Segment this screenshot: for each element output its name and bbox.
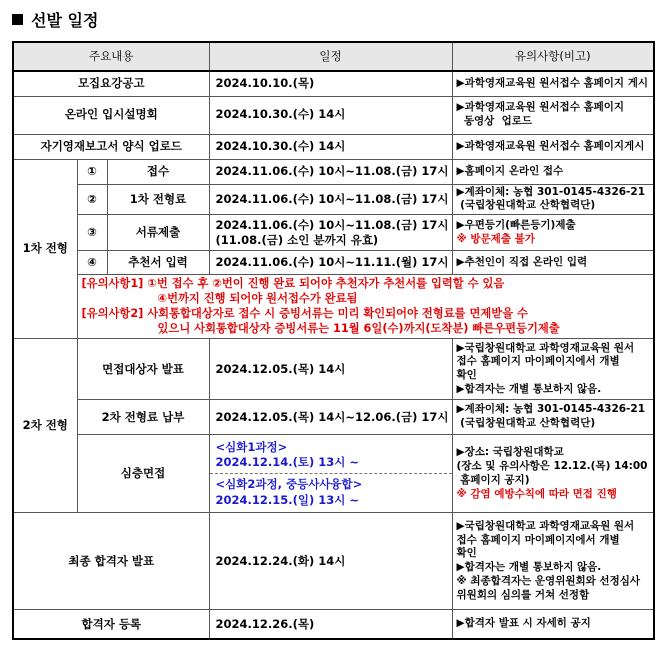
row-item: 합격자 등록: [13, 610, 209, 639]
row-date: 2024.12.26.(목): [209, 610, 452, 639]
table-row: [13, 435, 654, 513]
interview-slot-1: <심화1과정> 2024.12.14.(토) 13시 ~: [210, 438, 452, 475]
step-number: ②: [77, 184, 107, 215]
row-date: [209, 435, 452, 513]
row-item: 2차 전형료 납부: [77, 400, 209, 435]
page-title-text: 선발 일정: [31, 10, 99, 30]
row-note: ▶우편등기(빠른등기)제출 ※ 방문제출 불가: [452, 215, 654, 251]
notice-text: [유의사항1] ①번 접수 후 ②번이 진행 완료 되어야 추천자가 추천서를 입력할 수 있음 ④번까지 진행 되어야 원서접수가 완료됨 [유의사항2] 사회통합대상자로 접수 시 증빙서류는 미리 확인되어야 전형료를 면제받을 수 있으니 사회통합대상자 증빙서류는 11월 6일(수)까지(도착분) 빠른우편등기제출: [77, 275, 654, 339]
notice-row: [13, 275, 654, 339]
row-date: 2024.11.06.(수) 10시~11.08.(금) 17시: [209, 184, 452, 215]
row-date: 2024.12.05.(목) 14시~12.06.(금) 17시: [209, 400, 452, 435]
warning-text: ※ 감염 예방수칙에 따라 면접 진행: [456, 487, 617, 500]
page-title: [12, 7, 98, 31]
row-date: 2024.10.30.(수) 14시: [209, 96, 452, 134]
row-date: 2024.10.30.(수) 14시: [209, 134, 452, 159]
step-number: ④: [77, 251, 107, 275]
table-row: [13, 215, 654, 251]
header-item: 주요내용: [13, 42, 209, 71]
table-row: [13, 159, 654, 184]
row-item: 서류제출: [107, 215, 209, 251]
table-row: [13, 400, 654, 435]
table-row: [13, 96, 654, 134]
row-item: 모집요강공고: [13, 71, 209, 96]
stage1-label: 1차 전형: [13, 159, 77, 339]
row-note: ▶과학영재교육원 원서접수 홈페이지게시: [452, 134, 654, 159]
interview-slot-2: <심화2과정, 중등사사융합> 2024.12.15.(일) 13시 ~: [215, 477, 363, 507]
header-date: 일정: [209, 42, 452, 71]
row-item: 추천서 입력: [107, 251, 209, 275]
row-item: 접수: [107, 159, 209, 184]
row-item: 1차 전형료: [107, 184, 209, 215]
row-note: ▶국립창원대학교 과학영재교육원 원서 접수 홈페이지 마이페이지에서 개별 확인 ▶합격자는 개별 통보하지 않음. ※ 최종합격자는 운영위원회와 선정심사 위원회의 심의를 거쳐 선정함: [452, 513, 654, 610]
row-date: 2024.10.10.(목): [209, 71, 452, 96]
schedule-table: [12, 41, 655, 640]
row-date: 2024.12.24.(화) 14시: [209, 513, 452, 610]
row-item: 면접대상자 발표: [77, 339, 209, 400]
row-note: ▶홈페이지 온라인 접수: [452, 159, 654, 184]
row-note: ▶과학영재교육원 원서접수 홈페이지 게시: [452, 71, 654, 96]
table-row: [13, 339, 654, 400]
row-note: ▶계좌이체: 농협 301-0145-4326-21 (국립창원대학교 산학협력단): [452, 400, 654, 435]
table-row: [13, 71, 654, 96]
row-date: 2024.11.06.(수) 10시~11.08.(금) 17시: [209, 159, 452, 184]
row-note: ▶계좌이체: 농협 301-0145-4326-21 (국립창원대학교 산학협력단): [452, 184, 654, 215]
header-row: [13, 42, 654, 71]
row-item: 심층면접: [77, 435, 209, 513]
row-date: 2024.11.06.(수) 10시~11.08.(금) 17시 (11.08.(금) 소인 분까지 유효): [209, 215, 452, 251]
warning-text: ※ 방문제출 불가: [456, 232, 535, 245]
step-number: ①: [77, 159, 107, 184]
square-bullet-icon: [12, 14, 23, 25]
table-row: [13, 610, 654, 639]
step-number: ③: [77, 215, 107, 251]
row-item: 자기영재보고서 양식 업로드: [13, 134, 209, 159]
table-row: [13, 513, 654, 610]
row-note: ▶국립창원대학교 과학영재교육원 원서 접수 홈페이지 마이페이지에서 개별 확인 ▶합격자는 개별 통보하지 않음.: [452, 339, 654, 400]
row-date: 2024.12.05.(목) 14시: [209, 339, 452, 400]
row-note: ▶합격자 발표 시 자세히 공지: [452, 610, 654, 639]
row-note: ▶과학영재교육원 원서접수 홈페이지 동영상 업로드: [452, 96, 654, 134]
row-note: ▶추천인이 직접 온라인 입력: [452, 251, 654, 275]
table-row: [13, 184, 654, 215]
header-note: 유의사항(비고): [452, 42, 654, 71]
stage2-label: 2차 전형: [13, 339, 77, 513]
row-date: 2024.11.06.(수) 10시~11.11.(월) 17시: [209, 251, 452, 275]
row-item: 온라인 입시설명회: [13, 96, 209, 134]
table-row: [13, 134, 654, 159]
table-row: [13, 251, 654, 275]
row-note: ▶장소: 국립창원대학교 (장소 및 유의사항은 12.12.(목) 14:00 홈페이지 공지) ※ 감염 예방수칙에 따라 면접 진행: [452, 435, 654, 513]
row-item: 최종 합격자 발표: [13, 513, 209, 610]
